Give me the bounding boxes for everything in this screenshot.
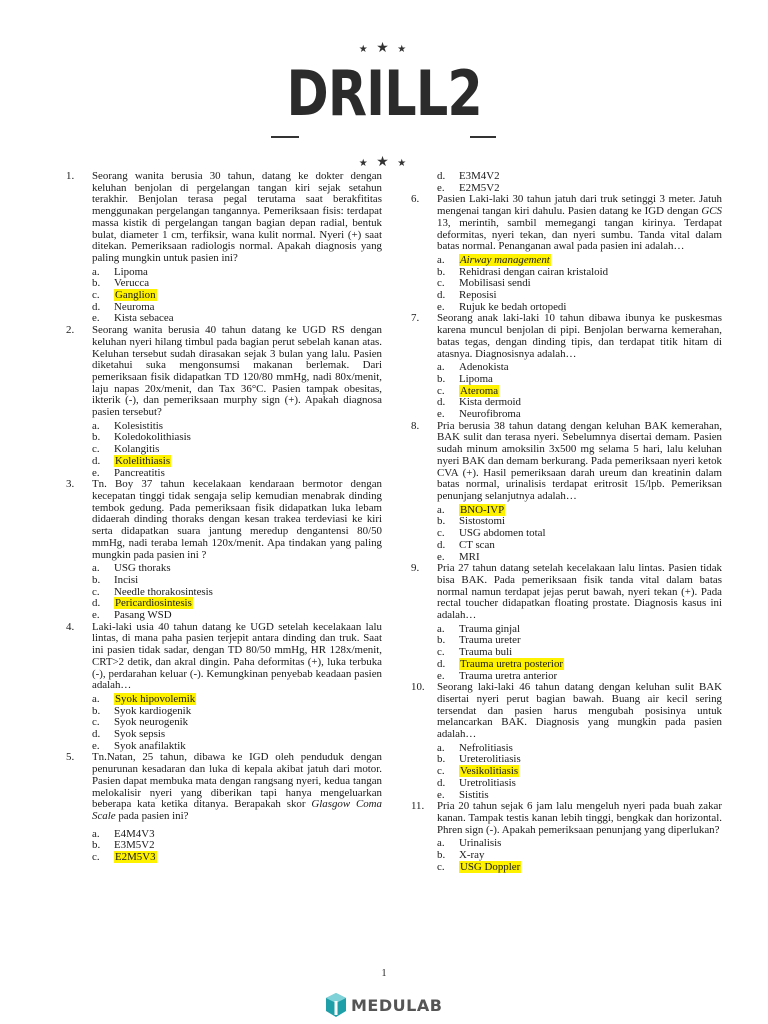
option-text: USG abdomen total (459, 527, 546, 540)
question-text-part: Tn.Natan, 25 tahun, dibawa ke IGD oleh penduduk dengan penurunan kesadaran dan luka di kepala akibat jatuh dari motor. Pasien dapat membuka mata dengan rangsang nyeri, kedua tangan melokalisir nyeri yang diberikan tapi hanya mengeluarkan beberapa kata ketika ditanya. Berapakah skor (92, 751, 382, 811)
option-letter: b. (437, 515, 446, 528)
option-letter: c. (92, 289, 100, 302)
options-list (92, 694, 382, 753)
options-list (437, 362, 722, 421)
question-number: 7. (411, 312, 420, 325)
option-letter: b. (437, 849, 446, 862)
question-text-part: Pasien Laki-laki 30 tahun jatuh dari truk setinggi 3 meter. Jatuh mengenai tangan kiri dahulu. Pasien datang ke IGD dengan (437, 193, 722, 218)
question-text-part: 13, merintih, sambil memegangi tangan kirinya. Terdapat deformitas, nyeri tekan, dan nyeri sumbu. Tanda vital dalam batas normal. Penanganan awal pada pasien ini adalah… (437, 216, 722, 253)
option-text: Neurofibroma (459, 408, 521, 421)
option-letter: c. (92, 585, 100, 598)
question-text (437, 194, 722, 253)
option-text: Koledokolithiasis (114, 431, 191, 444)
option-text: E3M5V2 (114, 839, 155, 852)
option-letter: a. (437, 622, 445, 635)
question-9 (411, 563, 722, 682)
option-text: Neuroma (114, 300, 155, 313)
option-letter: e. (92, 466, 100, 479)
option-text-answer: BNO-IVP (460, 503, 505, 516)
question-text: Seorang anak laki-laki 10 tahun dibawa ibunya ke puskesmas karena muncul benjolan di pipi. Benjolan berwarna kemerahan, batas tegas, dengan dinding tipis, dan terdapat titik hitam di atasnya. Diagnosisnya adalah… (437, 312, 722, 360)
option-letter: d. (92, 454, 101, 467)
option-letter: d. (92, 597, 101, 610)
option-letter: c. (437, 765, 445, 778)
option-text: Trauma ureter (459, 634, 521, 647)
right-column (411, 171, 722, 873)
option-text: E4M4V3 (114, 827, 155, 840)
option-letter: e. (92, 739, 100, 752)
stars-top-decoration: ★ ★ ★ (358, 41, 410, 56)
question-5 (66, 752, 382, 863)
option-text: Verucca (114, 277, 150, 290)
option-text-answer: USG Doppler (460, 860, 521, 873)
option-text: Kista dermoid (459, 396, 522, 409)
question-number: 6. (411, 193, 420, 206)
option-text: Lipoma (114, 265, 148, 278)
option-letter: a. (92, 827, 100, 840)
option-text: Pancreatitis (114, 466, 165, 479)
option-text: Mobilisasi sendi (459, 277, 531, 290)
title-underline-left (271, 136, 299, 138)
option-letter: b. (92, 839, 101, 852)
question-number: 11. (411, 800, 425, 813)
options-list (92, 829, 382, 864)
question-text: Tn. Boy 37 tahun kecelakaan kendaraan bermotor dengan kecepatan tinggi tidak sengaja selip kemudian menabrak dinding tembok gedung. Pada pemeriksaan fisik didapatkan luka lebam didaerah dinding thoraks dengan kesan trakea terdeviasi ke kiri serta didapatkan suara jantung meredup dengantensi 80/50 mmHg, nadi teraba lemah 120x/menit. Apa tindakan yang paling mungkin pada pasien ini ? (92, 478, 382, 561)
option-text: CT scan (459, 538, 495, 551)
option-text: Kolangitis (114, 443, 160, 456)
option-letter: d. (92, 300, 101, 313)
option-text-answer: Kolelithiasis (115, 454, 171, 467)
option-text: Trauma buli (459, 646, 513, 659)
option-letter: a. (437, 361, 445, 374)
options-list (437, 255, 722, 314)
option-letter: a. (92, 419, 100, 432)
option-text: Nefrolitiasis (459, 741, 513, 754)
question-text-italic: Glasgow Coma Scale (92, 798, 382, 822)
option-letter: c. (92, 443, 100, 456)
option-text-answer: Vesikolitiasis (460, 765, 519, 778)
option-text: Syok anafilaktik (114, 739, 186, 752)
option-letter: b. (437, 372, 446, 385)
question-text-italic: GCS (701, 205, 722, 218)
option-letter: a. (92, 265, 100, 278)
question-number: 4. (66, 620, 75, 633)
option-d (437, 540, 722, 552)
option-text: MRI (459, 550, 480, 563)
option-letter: d. (92, 728, 101, 741)
option-letter: a. (92, 692, 100, 705)
option-text: Trauma ginjal (459, 622, 521, 635)
stars-bottom-decoration: ★ ★ ★ (358, 155, 410, 170)
option-letter: c. (437, 384, 445, 397)
option-text: E2M5V2 (459, 181, 500, 194)
option-text-answer: Ganglion (115, 289, 156, 302)
option-letter: b. (437, 753, 446, 766)
question-number: 10. (411, 681, 425, 694)
options-list (92, 563, 382, 622)
option-text: Uretrolitiasis (459, 776, 516, 789)
option-text: USG thoraks (114, 562, 171, 575)
option-letter: d. (437, 657, 446, 670)
title-underline-right (470, 136, 496, 138)
option-letter: d. (437, 776, 446, 789)
question-number: 9. (411, 562, 420, 575)
question-8 (411, 421, 722, 563)
question-number: 3. (66, 478, 75, 491)
option-text: Rehidrasi dengan cairan kristaloid (459, 265, 609, 278)
question-number: 5. (66, 751, 75, 764)
left-column (66, 171, 382, 864)
question-number: 2. (66, 324, 75, 337)
option-text-answer: Trauma uretra posterior (460, 657, 564, 670)
option-text: Syok sepsis (114, 728, 166, 741)
option-text: Sistitis (459, 788, 489, 801)
option-letter: e. (437, 300, 445, 313)
option-letter: a. (92, 562, 100, 575)
option-letter: c. (92, 716, 100, 729)
question-text: Pria berusia 38 tahun datang dengan keluhan BAK kemerahan, BAK sulit dan terasa nyeri. Sebelumnya disertai demam. Pasien sudah minum amoksilin 3x500 mg selama 5 hari, lalu keluhan nyeri BAK dan demam berkurang. Pada pemeriksaan nyeri ketok CVA (+). Hasil pemeriksaan darah ureum dan kreatinin dalam batas normal, urinalisis terdapat eritrosit 15/lpb. Pemeriksan penunjang selanjutnya adalah… (437, 419, 722, 502)
option-letter: c. (437, 527, 445, 540)
option-c (92, 852, 382, 864)
question-text: Laki-laki usia 40 tahun datang ke UGD setelah kecelakaan lalu lintas, di mana paha pasien terjepit antara dinding dan truk. Saat ini pasien tidak sadar, dengan TD 80/50 mmHg, HR 128x/menit, CRT>2 detik, dan akral dingin. Paha deformitas (+), luka terbuka (-), perdarahan keluar (-). Kemungkinan penyebab keadaan pasien adalah… (92, 620, 382, 692)
question-number: 1. (66, 170, 75, 182)
option-text: Lipoma (459, 372, 493, 385)
option-letter: b. (92, 277, 101, 290)
option-letter: c. (437, 277, 445, 290)
question-2 (66, 325, 382, 479)
question-6 (411, 194, 722, 313)
option-text: Syok neurogenik (114, 716, 189, 729)
title-wrap (0, 58, 768, 130)
question-7 (411, 313, 722, 420)
medulab-logo-icon (325, 992, 347, 1018)
option-text-answer: Ateroma (460, 384, 499, 397)
options-list (92, 267, 382, 326)
option-text: E3M4V2 (459, 170, 500, 182)
option-text-answer: Pericardiosintesis (115, 597, 192, 610)
option-text: Ureterolitiasis (459, 753, 521, 766)
question-3 (66, 479, 382, 621)
question-text: Seorang wanita berusia 40 tahun datang ke UGD RS dengan keluhan nyeri hilang timbul pada bagian perut sebelah kanan atas. Keluhan tersebut sudah dirasakan sejak 3 bulan yang lalu. Pasien diketahui suka mengonsumsi makanan berlemak. Dari pemeriksaan fisik didapatkan TD 120/80 mmHg, nadi 80x/menit, laju napas 20x/menit, dan Tax 36°C. Pasien tampak obesitas, ikterik (-), dan pemeriksaan murphy sign (+). Apakah diagnosa pasien tersebut? (92, 324, 382, 419)
options-list (437, 624, 722, 683)
question-4 (66, 622, 382, 753)
option-letter: a. (437, 253, 445, 266)
question-1 (66, 171, 382, 325)
question-text: Pria 27 tahun datang setelah kecelakaan lalu lintas. Pasien tidak bisa BAK. Pada pemeriksaan fisik tanda vital dalam batas normal namun terdapat jejas perut bawah, nyeri tekan (+). Pada rectal toucher didapatkan floating prostate. Diagnosis kasus ini adalah… (437, 562, 722, 622)
option-c (437, 862, 722, 874)
option-letter: d. (437, 170, 446, 182)
option-text-answer: Syok hipovolemik (115, 692, 196, 705)
options-list (437, 838, 722, 873)
question-text: Seorang wanita berusia 30 tahun, datang ke dokter dengan keluhan benjolan di pergelangan tangan kiri sejak setahun terakhir. Benjolan terasa pegal terutama saat berakfititas menggunakan pergelangan tangannya. Pemeriksaan fisis: terdapat massa kistik di pergelangan tangan bagian depan radial, bentuk bulat, diameter 1 cm, terfiksir, wana kulit normal. Nyeri (+) saat ditekan. Pemeriksaan radiologis normal. Apakah diagnosis yang paling mungkin untuk pasien ini? (92, 170, 382, 264)
options-list (92, 421, 382, 480)
option-text: Pasang WSD (114, 609, 172, 622)
question-text (92, 752, 382, 822)
option-letter: e. (437, 408, 445, 421)
option-text: Rujuk ke bedah ortopedi (459, 300, 567, 313)
question-5-continued (411, 171, 722, 194)
option-letter: d. (437, 538, 446, 551)
option-letter: c. (437, 646, 445, 659)
option-text-answer: Airway management (460, 253, 550, 266)
question-text-part: pada pasien ini? (115, 809, 189, 822)
option-text: Reposisi (459, 289, 497, 302)
page-number: 1 (381, 968, 387, 979)
option-text: Needle thorakosintesis (114, 585, 213, 598)
option-letter: e. (92, 312, 100, 325)
options-list (437, 743, 722, 802)
question-text: Pria 20 tahun sejak 6 jam lalu mengeluh nyeri pada buah zakar kanan. Tampak testis kanan lebih tinggi, bengkak dan horizontal. Phren sign (-). Apakah pemeriksaan penunjang yang diperlukan? (437, 800, 722, 836)
options-list (437, 505, 722, 564)
option-letter: d. (437, 289, 446, 302)
option-letter: b. (437, 265, 446, 278)
option-text: Incisi (114, 573, 139, 586)
question-11 (411, 801, 722, 873)
option-letter: d. (437, 396, 446, 409)
option-letter: e. (437, 181, 445, 194)
option-letter: a. (437, 837, 445, 850)
option-letter: b. (92, 573, 101, 586)
option-text: Sistostomi (459, 515, 505, 528)
question-number: 8. (411, 419, 420, 432)
option-text-answer: E2M5V3 (115, 851, 156, 864)
option-letter: a. (437, 741, 445, 754)
option-text: Kolesistitis (114, 419, 164, 432)
option-letter: a. (437, 503, 445, 516)
option-letter: e. (437, 669, 445, 682)
page-title: DRILL2 (286, 57, 482, 130)
option-text: Adenokista (459, 361, 509, 374)
question-text: Seorang laki-laki 46 tahun datang dengan keluhan sulit BAK disertai nyeri perut bagian bawah. Buang air kecil sering tersendat dan pasien harus mengubah posisinya untuk melancarkan BAK. Diagnosis yang mungkin pada pasien adalah… (437, 681, 722, 741)
option-letter: e. (437, 788, 445, 801)
option-letter: b. (92, 431, 101, 444)
header (0, 0, 768, 170)
options-list (437, 171, 722, 194)
option-b (437, 374, 722, 386)
option-letter: b. (92, 704, 101, 717)
brand-logo (325, 990, 442, 1020)
option-letter: e. (437, 550, 445, 563)
brand-name: MEDULAB (351, 995, 443, 1015)
option-text: X-ray (459, 849, 485, 862)
question-10 (411, 682, 722, 801)
option-text: Syok kardiogenik (114, 704, 192, 717)
option-e (437, 409, 722, 421)
option-e (92, 610, 382, 622)
option-text: Kista sebacea (114, 312, 174, 325)
option-letter: e. (92, 609, 100, 622)
option-text: Urinalisis (459, 837, 502, 850)
option-text: Trauma uretra anterior (459, 669, 558, 682)
option-letter: c. (92, 851, 100, 864)
option-letter: b. (437, 634, 446, 647)
option-letter: c. (437, 860, 445, 873)
